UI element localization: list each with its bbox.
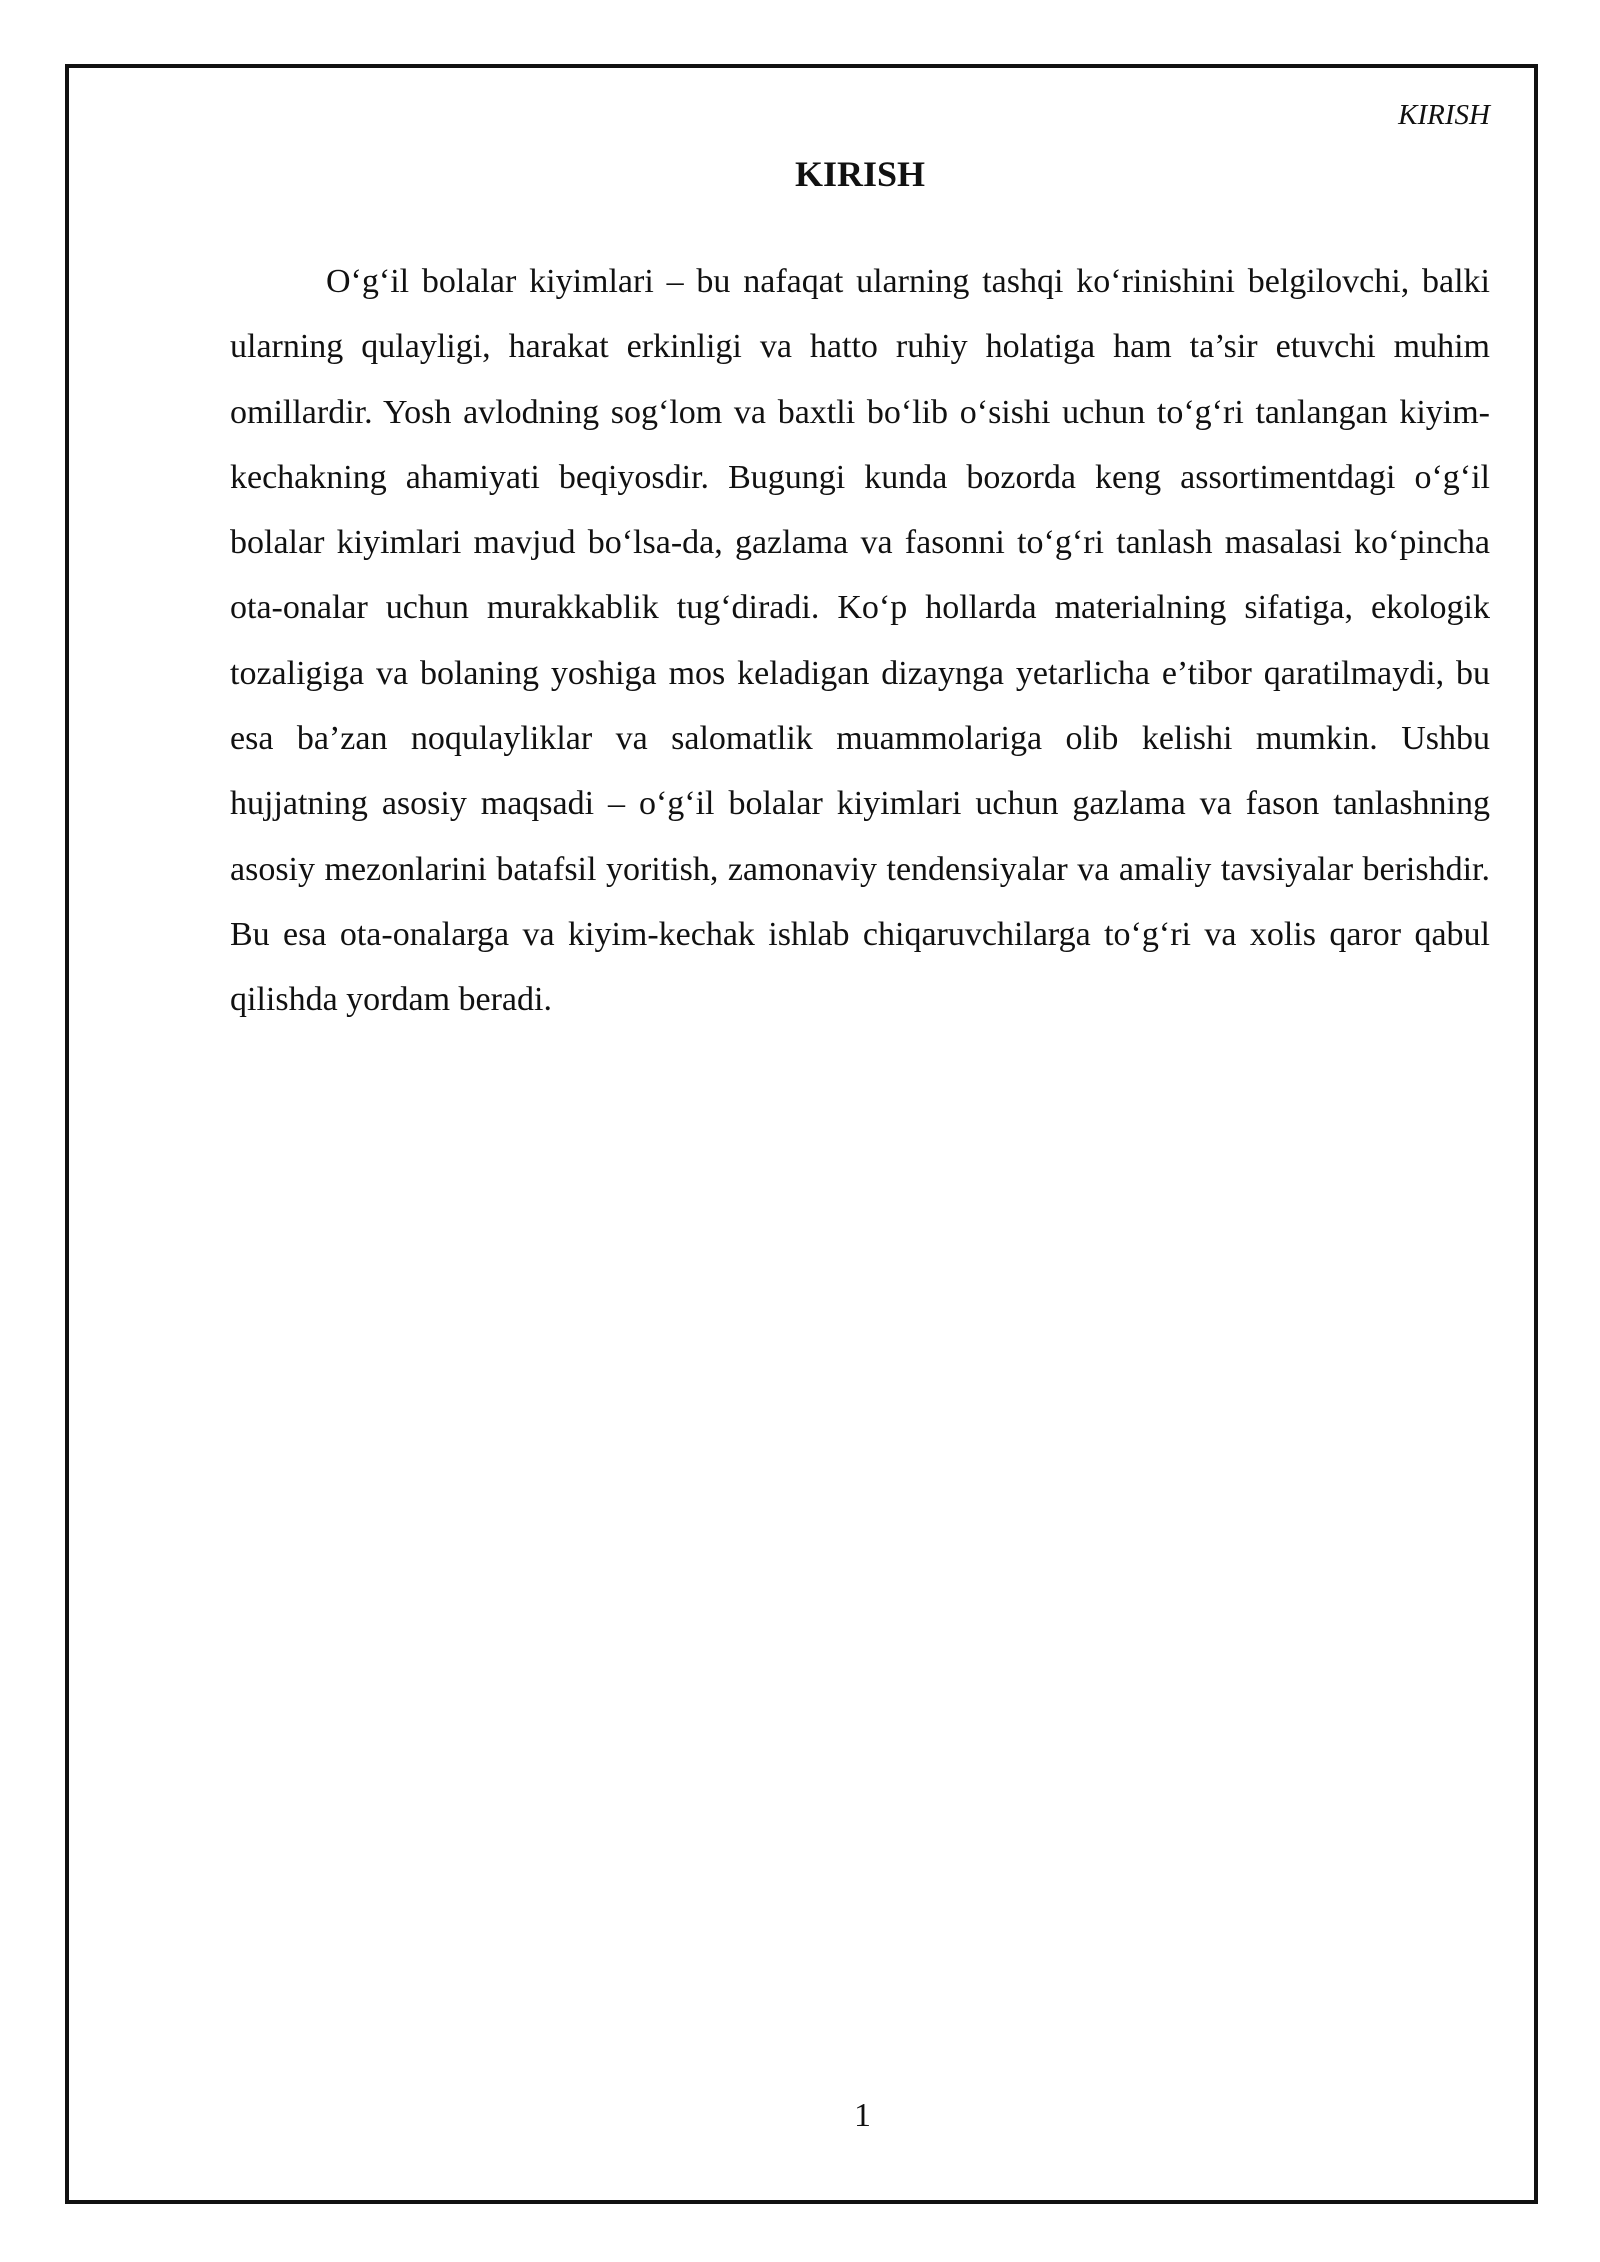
body-paragraph: O‘g‘il bolalar kiyimlari – bu nafaqat ularning tashqi ko‘rinishini belgilovchi, balki ularning qulayligi, harakat erkinligi va hatto ruhiy holatiga ham ta’sir etuvchi muhim omillardir. Yosh avlodning sog‘lom va baxtli bo‘lib o‘sishi uchun to‘g‘ri tanlangan kiyim-kechakning ahamiyati beqiyosdir. Bugungi kunda bozorda keng assortimentdagi o‘g‘il bolalar kiyimlari mavjud bo‘lsa-da, gazlama va fasonni to‘g‘ri tanlash masalasi ko‘pincha ota-onalar uchun murakkablik tug‘diradi. Ko‘p hollarda materialning sifatiga, ekologik tozaligiga va bolaning yoshiga mos keladigan dizaynga yetarlicha e’tibor qaratilmaydi, bu esa ba’zan noqulayliklar va salomatlik muammolariga olib kelishi mumkin. Ushbu hujjatning asosiy maqsadi – o‘g‘il bolalar kiyimlari uchun gazlama va fason tanlashning asosiy mezonlarini batafsil yoritish, zamonaviy tendensiyalar va amaliy tavsiyalar berishdir. Bu esa ota-onalarga va kiyim-kechak ishlab chiqaruvchilarga to‘g‘ri va xolis qaror qabul qilishda yordam beradi. — [230, 263, 1490, 1019]
running-header: KIRISH — [1398, 99, 1490, 131]
section-title: KIRISH — [794, 154, 926, 194]
page-number: 1 — [854, 2097, 871, 2134]
